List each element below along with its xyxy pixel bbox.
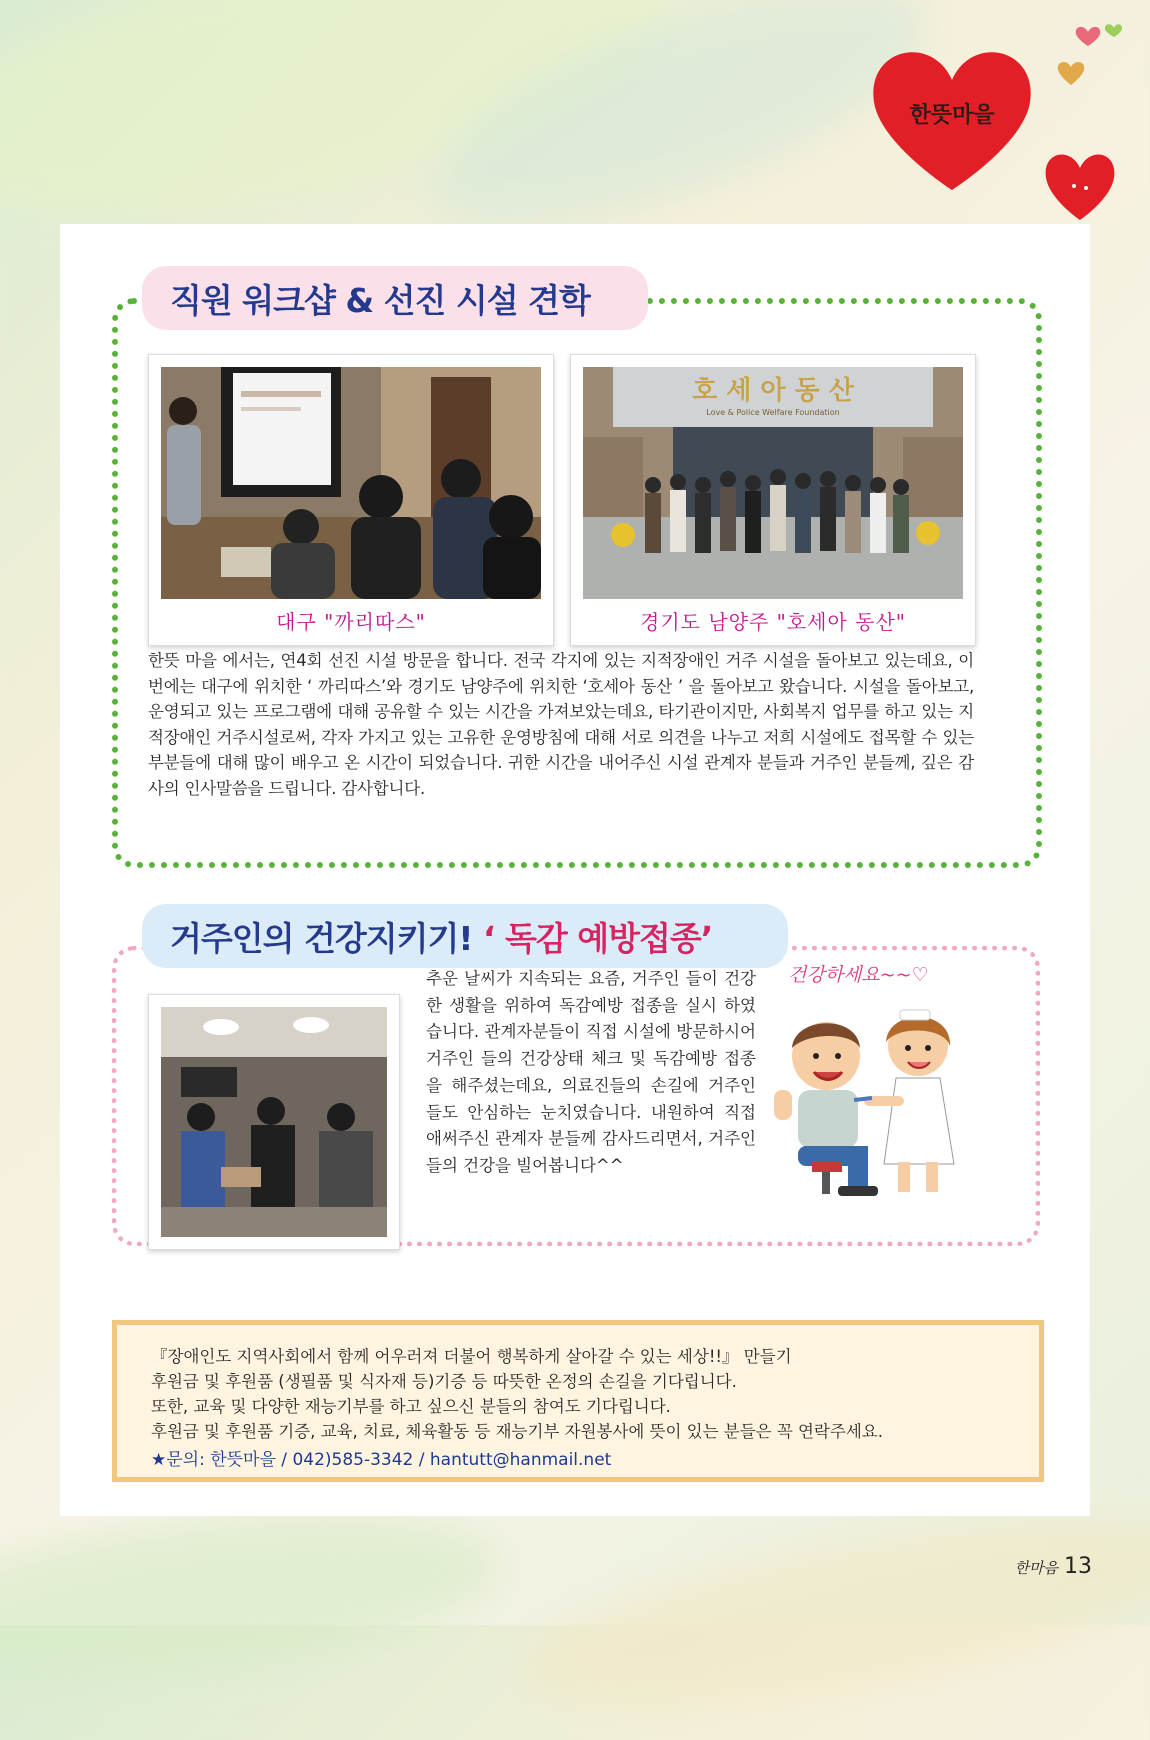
- group-photo: [583, 367, 963, 599]
- vaccination-photo-card: [148, 994, 400, 1250]
- section-badge-label: 한뜻마을: [909, 103, 995, 128]
- workshop-photo-card: [148, 354, 554, 646]
- page-footer: [1015, 1554, 1092, 1579]
- section1-paragraph: 한뜻 마을 에서는, 연4회 선진 시설 방문을 합니다. 전국 각지에 있는 지적장애인 거주 시설을 돌아보고 있는데요, 이번에는 대구에 위치한 ‘ 까리따스’와 경기도 남양주에 위치한 ‘호세아 동산 ’ 을 돌아보고 왔습니다. 시설을 돌아보고, 운영되고 있는 프로그램에 대해 공유할 수 있는 시간을 가져보았는데요, 타기관이지만, 사회복지 업무를 하고 있는 지적장애인 거주시설로써, 각자 가지고 있는 고유한 운영방침에 대해 서로 의견을 나누고 저희 시설에도 접목할 수 있는 부분들에 대해 많이 배우고 온 시간이 되었습니다. 귀한 시간을 내어주신 시설 관계자 분들과 거주인 분들께, 깊은 감사의 인사말씀을 드립니다. 감사합니다.: [148, 651, 974, 798]
- section2-title-accent: ‘ 독감 예방접종’: [482, 918, 713, 958]
- section2-paragraph: 추운 날씨가 지속되는 요즘, 거주인 들이 건강한 생활을 위하여 독감예방 접종을 실시 하였습니다. 관계자분들이 직접 시설에 방문하시어 거주인 들의 건강상태 체크 및 독감예방 접종을 해주셨는데요, 의료진들의 손길에 거주인 들도 안심하는 눈치였습니다. 내원하여 직접 애써주신 관계자 분들께 감사드리면서, 거주인 들의 건강을 빌어봅니다^^: [426, 969, 756, 1175]
- heart-icon: [1040, 148, 1120, 224]
- building-sign-text: 호 세 아 동 산: [692, 376, 854, 406]
- contact-info[interactable]: ★문의: 한뜻마을 / 042)585-3342 / hantutt@hanmail.net: [151, 1450, 612, 1470]
- info-line: 『장애인도 지역사회에서 함께 어우러져 더불어 행복하게 살아갈 수 있는 세상!!』 만들기: [151, 1347, 792, 1366]
- photo-caption: 대구 "까리따스": [276, 610, 426, 634]
- section2-title-main: 거주인의 건강지키기!: [170, 918, 473, 958]
- illustration-caption: 건강하세요~~♡: [788, 964, 929, 986]
- vaccination-illustration: [768, 986, 978, 1202]
- workshop-photo: [161, 367, 541, 599]
- footer-brand: 한마음: [1014, 1559, 1058, 1577]
- section1-title: 직원 워크샵 & 선진 시설 견학: [142, 266, 648, 330]
- section2-title: [142, 904, 788, 968]
- group-scene-image: [583, 367, 963, 599]
- donation-info-box: [112, 1320, 1044, 1482]
- info-line: 후원금 및 후원품 (생필품 및 식자재 등)기증 등 따뜻한 온정의 손길을 기다립니다.: [151, 1372, 737, 1391]
- background-swash: [513, 1480, 1150, 1739]
- info-line: 후원금 및 후원품 기증, 교육, 치료, 체육활동 등 재능기부 자원봉사에 뜻이 있는 분들은 꼭 연락주세요.: [151, 1422, 883, 1441]
- info-line: 또한, 교육 및 다양한 재능기부를 하고 싶으신 분들의 참여도 기다립니다.: [151, 1397, 671, 1416]
- photo-caption: 경기도 남양주 "호세아 동산": [640, 610, 906, 634]
- title-badge-heart: [862, 40, 1042, 200]
- building-subsign-text: Love & Police Welfare Foundation: [706, 408, 840, 417]
- group-photo-card: [570, 354, 976, 646]
- workshop-scene-image: [161, 367, 541, 599]
- vaccination-scene-image: [161, 1007, 387, 1237]
- content-sheet: [60, 224, 1090, 1516]
- page-number: 13: [1064, 1554, 1092, 1579]
- background-swash: [0, 1489, 506, 1701]
- vaccination-photo: [161, 1007, 387, 1237]
- heart-icon: [1054, 58, 1088, 88]
